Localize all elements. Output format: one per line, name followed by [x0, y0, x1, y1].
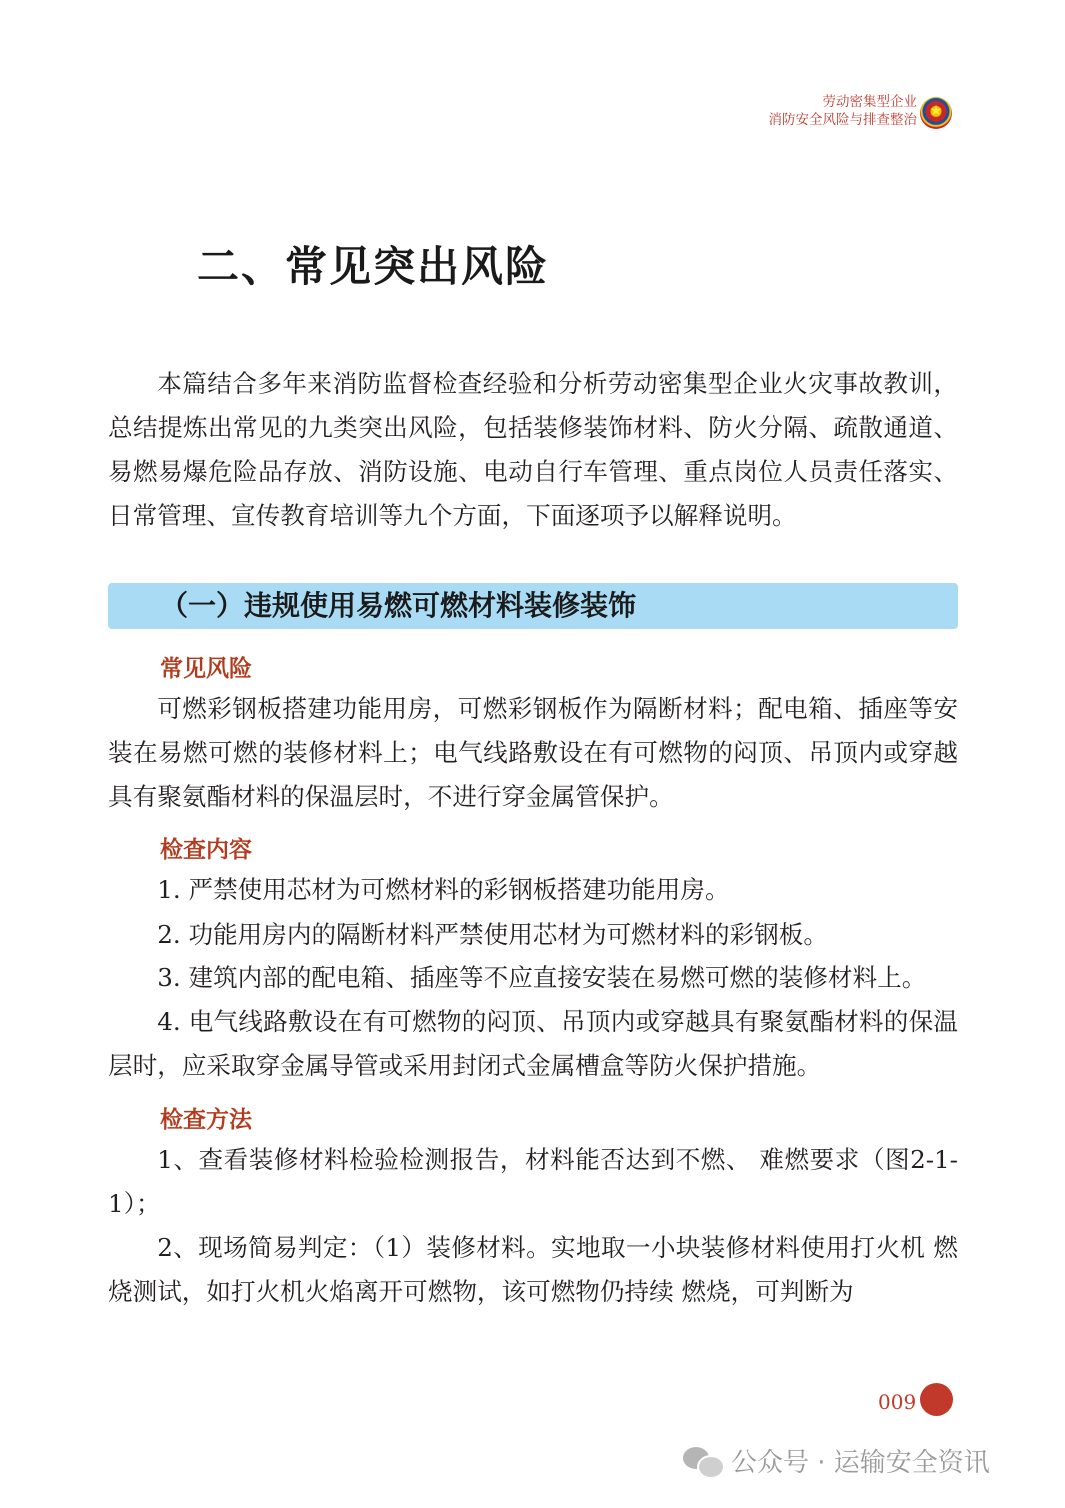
- method-item: 2、现场简易判定：（1）装修材料。实地取一小块装修材料使用打火机 燃烧测试，如打火机火焰离开可燃物，该可燃物仍持续 燃烧，可判断为: [108, 1233, 958, 1306]
- method-heading: 检查方法: [160, 1107, 252, 1133]
- intro-paragraph: 本篇结合多年来消防监督检查经验和分析劳动密集型企业火灾事故教训，总结提炼出常见的九类突出风险，包括装修装饰材料、防火分隔、疏散通道、易燃易爆危险品存放、消防设施、电动自行车管理、重点岗位人员责任落实、日常管理、宣传教育培训等九个方面，下面逐项予以解释说明。: [108, 369, 958, 530]
- star-icon: ★: [929, 103, 943, 119]
- running-header-line2: 消防安全风险与排查整治: [768, 112, 917, 128]
- check-item: 2. 功能用房内的隔断材料严禁使用芯材为可燃材料的彩钢板。: [157, 920, 828, 949]
- wechat-icon: [683, 1445, 725, 1477]
- check-item: 3. 建筑内部的配电箱、插座等不应直接安装在易燃可燃的装修材料上。: [157, 963, 927, 992]
- watermark: [683, 1442, 990, 1479]
- check-item: 1. 严禁使用芯材为可燃材料的彩钢板搭建功能用房。: [157, 875, 730, 904]
- risk-paragraph: 可燃彩钢板搭建功能用房，可燃彩钢板作为隔断材料；配电箱、插座等安装在易燃可燃的装修材料上；电气线路敷设在有可燃物的闷顶、吊顶内或穿越具有聚氨酯材料的保温层时，不进行穿金属管保护。: [108, 694, 958, 811]
- watermark-text: 公众号 · 运输安全资讯: [731, 1448, 990, 1478]
- chapter-title: 二、常见突出风险: [197, 242, 550, 291]
- method-item: 1、查看装修材料检验检测报告，材料能否达到不燃、 难燃要求（图2-1-1）；: [108, 1145, 958, 1218]
- check-item: 4. 电气线路敷设在有可燃物的闷顶、吊顶内或穿越具有聚氨酯材料的保温层时，应采取穿金属导管或采用封闭式金属槽盒等防火保护措施。: [108, 1007, 958, 1080]
- page-dot-icon: [920, 1383, 953, 1416]
- section-title: （一）违规使用易燃可燃材料装修装饰: [160, 589, 637, 622]
- check-heading: 检查内容: [160, 837, 252, 863]
- running-header-line1: 劳动密集型企业: [822, 94, 917, 110]
- running-header: [769, 93, 918, 129]
- page-number: 009: [878, 1390, 917, 1414]
- risk-heading: 常见风险: [160, 656, 252, 682]
